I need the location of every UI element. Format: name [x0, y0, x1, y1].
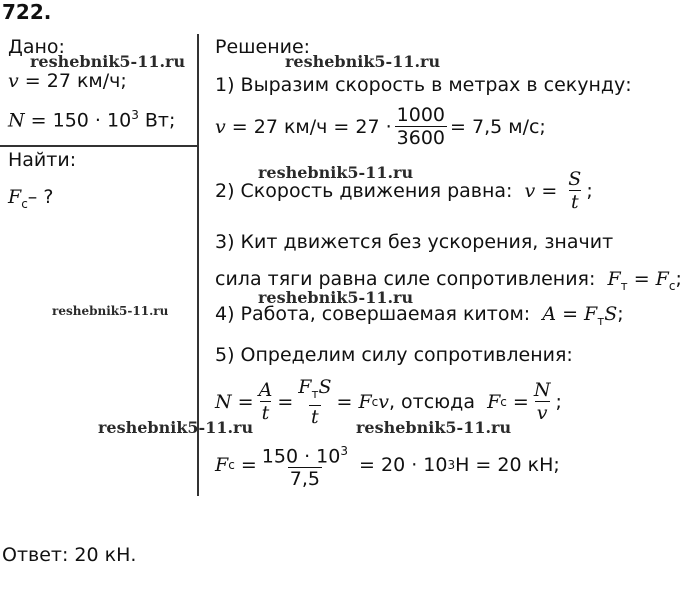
step3-line2: сила тяги равна силе сопротивления: $F_т = F_c$;: [215, 268, 682, 293]
watermark: reshebnik5-11.ru: [285, 52, 441, 71]
given-power: $N = 150 \cdot 10^3$ Вт;: [8, 108, 176, 132]
step4-line: 4) Работа, совершаемая китом: $A = F_тS$;: [215, 303, 624, 328]
step2-fraction: $\frac{S}{t}$: [568, 168, 582, 213]
answer: Ответ: 20 кН.: [2, 544, 137, 566]
given-speed: v = 27 км/ч;: [8, 70, 127, 92]
solution-title: Решение:: [215, 36, 311, 58]
step1-fraction: $\frac{1000}{3600}$: [396, 104, 446, 149]
step5-formula: N = $\frac{A}{t}$ = $\frac{F_тS}{t}$ = F c v , отсюда F c = $\frac{N}{v}$ ;: [215, 376, 562, 428]
find-target: $F_c-$ ?: [8, 186, 54, 211]
watermark: reshebnik5-11.ru: [258, 288, 414, 307]
given-title: Дано:: [8, 36, 65, 58]
final-calculation: F c = $\frac{150 \cdot 10^3}{7,5}$ = 20 · 10 3 Н = 20 кН;: [215, 440, 560, 490]
problem-number: 722.: [2, 0, 52, 24]
step1-formula: v = 27 км/ч = 27 · $\frac{1000}{3600}$ = 7,5 м/с;: [215, 104, 546, 149]
horizontal-divider: [0, 145, 197, 147]
calc-fraction: $\frac{150 \cdot 10^3}{7,5}$: [261, 444, 348, 491]
watermark: reshebnik5-11.ru: [258, 163, 414, 182]
step5-text: 5) Определим силу сопротивления:: [215, 344, 573, 366]
watermark: reshebnik5-11.ru: [356, 418, 512, 437]
watermark: reshebnik5-11.ru: [52, 304, 169, 318]
step3-line1: 3) Кит движется без ускорения, значит: [215, 231, 614, 253]
watermark: reshebnik5-11.ru: [30, 52, 186, 71]
step1-text: 1) Выразим скорость в метрах в секунду:: [215, 74, 632, 96]
find-title: Найти:: [8, 149, 77, 171]
step2-formula: 2) Скорость движения равна: v = $\frac{S}{t}$ ;: [215, 168, 593, 213]
watermark: reshebnik5-11.ru: [98, 418, 254, 437]
